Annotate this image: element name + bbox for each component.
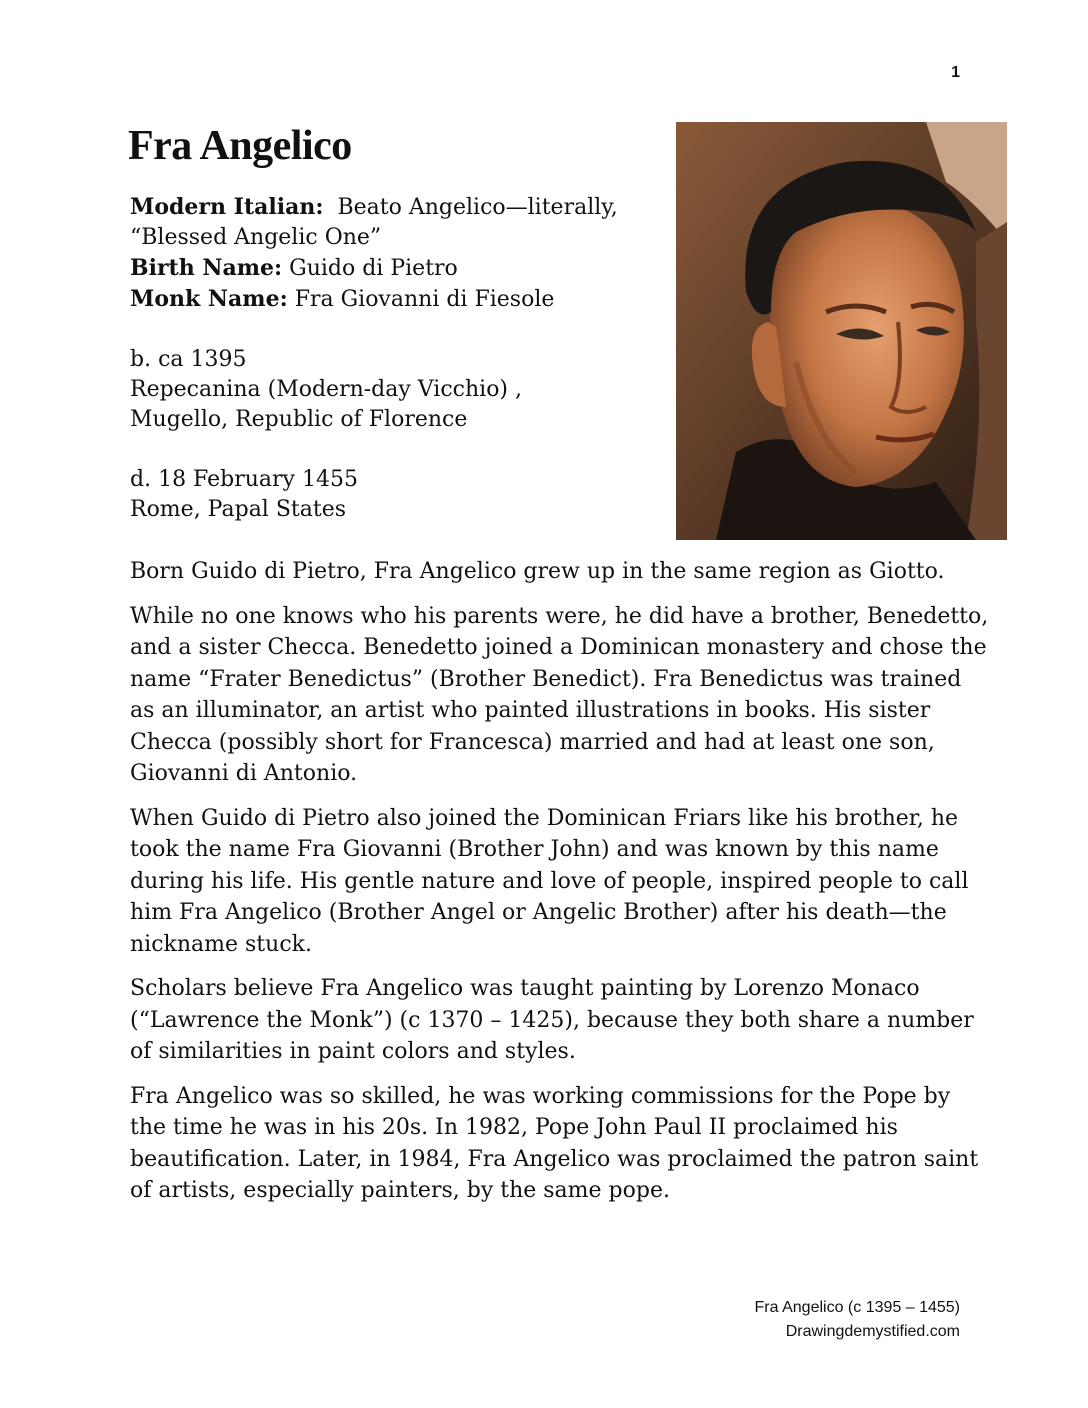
- monk-name-value: Fra Giovanni di Fiesole: [294, 287, 555, 312]
- bio-block: [130, 192, 660, 525]
- body-text: [130, 556, 990, 1220]
- died-place: Rome, Papal States: [130, 497, 347, 522]
- modern-italian-value-2: “Blessed Angelic One”: [130, 225, 382, 250]
- footer-line-1: Fra Angelico (c 1395 – 1455): [754, 1299, 960, 1316]
- birth-name-label: Birth Name:: [130, 255, 283, 281]
- died-date: d. 18 February 1455: [130, 467, 358, 492]
- born-date: b. ca 1395: [130, 347, 247, 372]
- modern-italian-line: [130, 192, 660, 223]
- paragraph-5: Fra Angelico was so skilled, he was working commissions for the Pope by the time he was in his 20s. In 1982, Pope John Paul II proclaimed his beautification. Later, in 1984, Fra Angelico was proclaimed the patron saint of artists, especially painters, by the same pope.: [130, 1083, 979, 1203]
- monk-name-line: [130, 284, 660, 315]
- birth-name-value: Guido di Pietro: [289, 256, 458, 281]
- modern-italian-value: Beato Angelico—literally,: [337, 195, 618, 220]
- footer-line-2: Drawingdemystified.com: [785, 1323, 960, 1340]
- paragraph-1: Born Guido di Pietro, Fra Angelico grew up in the same region as Giotto.: [130, 559, 945, 584]
- paragraph-3: When Guido di Pietro also joined the Dominican Friars like his brother, he took the name Fra Giovanni (Brother John) and was known by this name during his life. His gentle nature and love of people, inspired people to call him Fra Angelico (Brother Angel or Angelic Brother) after his death—the nickname stuck.: [130, 805, 969, 957]
- page-number: 1: [951, 64, 960, 81]
- portrait-image: [676, 122, 1007, 540]
- page-title: Fra Angelico: [128, 123, 352, 169]
- birth-name-line: [130, 253, 660, 284]
- paragraph-4: Scholars believe Fra Angelico was taught painting by Lorenzo Monaco (“Lawrence the Monk”) (c 1370 – 1425), because they both share a number of similarities in paint colors and styles.: [130, 976, 974, 1064]
- paragraph-2: While no one knows who his parents were, he did have a brother, Benedetto, and a sister Checca. Benedetto joined a Dominican monastery and chose the name “Frater Benedictus” (Brother Benedict). Fra Benedictus was trained as an illuminator, an artist who painted illustrations in books. His sister Checca (possibly short for Francesca) married and had at least one son, Giovanni di Antonio.: [130, 603, 989, 786]
- born-place-2: Mugello, Republic of Florence: [130, 407, 468, 432]
- born-place-1: Repecanina (Modern-day Vicchio) ,: [130, 377, 523, 402]
- footer: [755, 1296, 960, 1344]
- modern-italian-label: Modern Italian:: [130, 194, 324, 220]
- monk-name-label: Monk Name:: [130, 286, 288, 312]
